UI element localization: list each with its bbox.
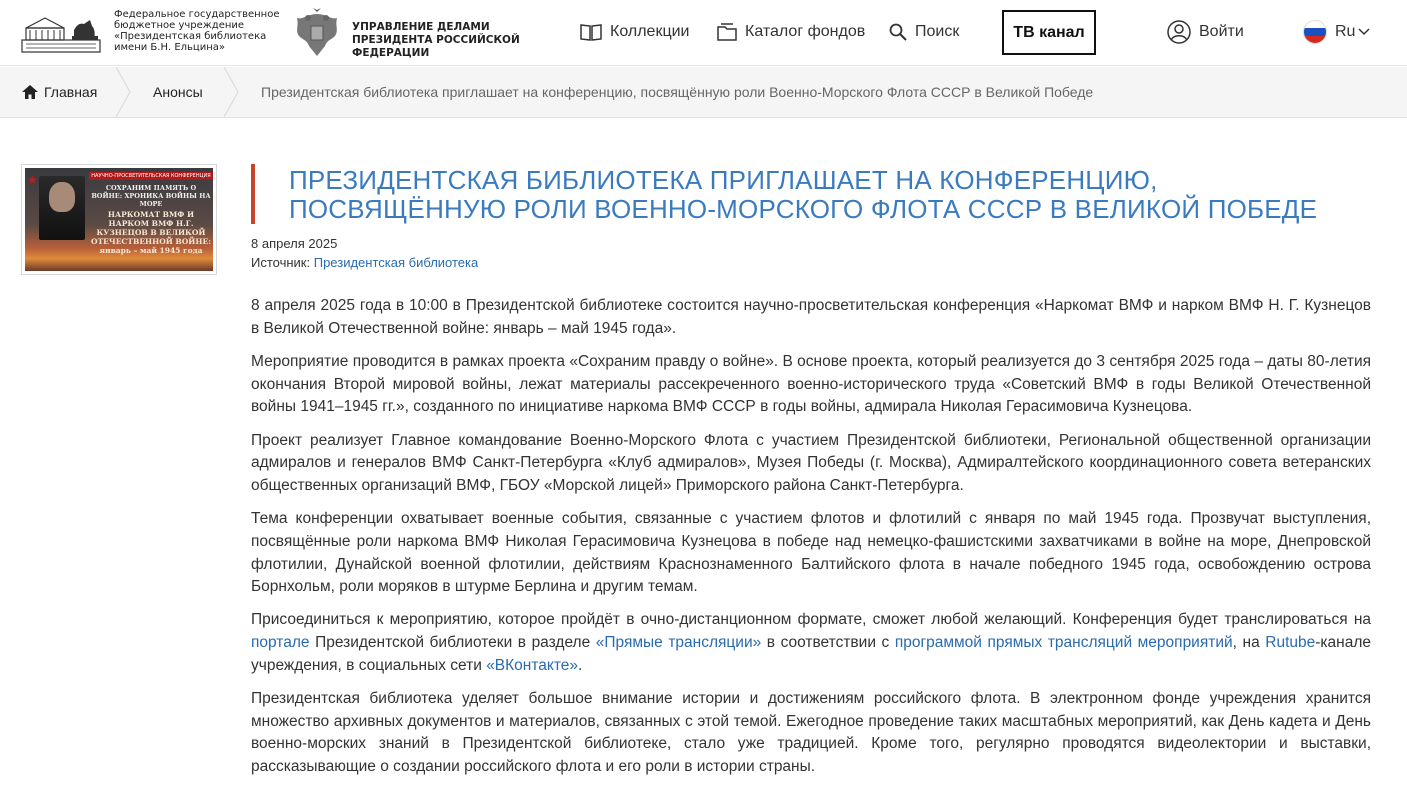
- article-paragraph: Проект реализует Главное командование Военно-Морского Флота с участием Президентской библиотеки, Региональной общественной организации адмиралов и генералов ВМФ Санкт-Петербурга «Клуб адмиралов», Музея Победы (г. Москва), Адмиралтейского координационного совета ветеранских общественных организаций ВМФ, ГБОУ «Морской лицей» Приморского района Санкт-Петербурга.: [251, 431, 1371, 494]
- language-selector[interactable]: [1303, 20, 1371, 44]
- article-paragraph: Тема конференции охватывает военные события, связанные с участием флотов и флотилий с января по май 1945 года. Прозвучат выступления, посвящённые роли наркома ВМФ Николая Герасимовича Кузнецова в победе над немецко-фашистскими захватчиками в войне на море, Днепровской флотилии, Дунайской военной флотилии, действиям Краснознаменного Балтийского флота в начале победного 1945 года, освобождению острова Борнхольм, роли моряков в штурме Берлина и другим темам.: [251, 510, 1371, 596]
- portrait-image: [39, 176, 85, 240]
- para-text: -канале учреждения, в социальных сети: [251, 634, 1371, 674]
- breadcrumb-separator: [114, 67, 134, 117]
- nav-collections[interactable]: [580, 20, 689, 44]
- thumbnail-title: СОХРАНИМ ПАМЯТЬ О ВОЙНЕ: ХРОНИКА ВОЙНЫ НА МОРЕ: [91, 184, 211, 208]
- library-logo-icon[interactable]: [20, 10, 102, 56]
- folder-icon: [717, 23, 737, 41]
- nav-collections-label: Коллекции: [610, 23, 690, 40]
- nav-catalog[interactable]: [717, 20, 865, 44]
- breadcrumb-home-label: Главная: [44, 84, 98, 100]
- russian-emblem-icon: [291, 6, 343, 60]
- thumbnail-top-label: НАУЧНО-ПРОСВЕТИТЕЛЬСКАЯ КОНФЕРЕНЦИЯ: [89, 172, 213, 180]
- portrait-face: [49, 182, 75, 212]
- article-thumbnail[interactable]: [21, 164, 217, 275]
- breadcrumb-anons[interactable]: Анонсы: [153, 84, 203, 100]
- book-icon: [580, 23, 602, 41]
- para-text: .: [578, 656, 583, 674]
- nav-search[interactable]: [889, 20, 959, 44]
- article-paragraph: Мероприятие проводится в рамках проекта «Сохраним правду о войне». В основе проекта, который реализуется до 3 сентября 2025 года – даты 80-летия окончания Второй мировой войны, лежат материалы рассекреченного военно-исторического труда «Советский ВМФ в годы Великой Отечественной войны 1941–1945 гг.», созданного по инициативе наркома ВМФ СССР в годы войны, адмирала Николая Герасимовича Кузнецова.: [251, 352, 1371, 416]
- breadcrumb-current: Президентская библиотека приглашает на конференцию, посвящённую роли Военно-Морского Флота СССР в Великой Победе: [261, 84, 1094, 100]
- source-link[interactable]: Президентская библиотека: [313, 255, 479, 270]
- home-icon: [22, 85, 38, 99]
- vkontakte-link[interactable]: «ВКонтакте»: [486, 656, 579, 674]
- article-paragraph: Президентская библиотека уделяет большое внимание истории и достижениям российского флота. В электронном фонде учреждения хранится множество архивных документов и материалов, связанных с этой темой. Ежегодное проведение таких масштабных мероприятий, как День кадета и День военно-морских знаний в Президентской библиотеке, стало уже традицией. Кроме того, регулярно проводятся видеолектории и выставки, рассказывающие о создании российского флота и его роли в истории страны.: [251, 690, 1371, 776]
- user-icon: [1167, 20, 1191, 44]
- site-header: [0, 0, 1407, 66]
- article-date: 8 апреля 2025: [251, 236, 338, 251]
- nav-login-label: Войти: [1199, 23, 1244, 40]
- para-text: Президентской библиотеки в разделе: [309, 634, 596, 652]
- russia-flag-icon: [1303, 20, 1327, 44]
- thumbnail-image: [25, 168, 213, 271]
- search-icon: [889, 23, 907, 41]
- article-title: ПРЕЗИДЕНТСКАЯ БИБЛИОТЕКА ПРИГЛАШАЕТ НА КОНФЕРЕНЦИЮ, ПОСВЯЩЁННУЮ РОЛИ ВОЕННО-МОРСКОГО ФЛОТА СССР В ВЕЛИКОЙ ПОБЕДЕ: [289, 165, 1318, 224]
- article-body: [251, 295, 1371, 789]
- thumbnail-subtitle: НАРКОМАТ ВМФ И НАРКОМ ВМФ Н.Г. КУЗНЕЦОВ В ВЕЛИКОЙ ОТЕЧЕСТВЕННОЙ ВОЙНЕ: январь – май 1945 года: [91, 210, 211, 255]
- org-name: Федеральное государственное бюджетное учреждение «Президентская библиотека имени Б.Н. Ельцина»: [114, 9, 280, 53]
- title-accent-bar: [251, 164, 255, 224]
- source-label: Источник:: [251, 255, 311, 270]
- para-text: Присоединиться к мероприятию, которое пройдёт в очно-дистанционном формате, сможет любой желающий. Конференция будет транслироваться на: [251, 611, 1371, 629]
- rutube-link[interactable]: Rutube: [1265, 634, 1316, 652]
- streams-program-link[interactable]: программой прямых трансляций мероприятий: [894, 634, 1233, 652]
- breadcrumb: [0, 67, 1407, 118]
- article-paragraph: 8 апреля 2025 года в 10:00 в Президентской библиотеке состоится научно-просветительская конференция «Наркомат ВМФ и нарком ВМФ Н. Г. Кузнецов в Великой Отечественной войне: январь – май 1945 года».: [251, 297, 1371, 337]
- article-source: [251, 255, 478, 270]
- language-label: Ru: [1335, 23, 1356, 40]
- chevron-down-icon: [1357, 27, 1371, 37]
- breadcrumb-home[interactable]: [22, 67, 97, 117]
- tv-channel-button[interactable]: ТВ канал: [1002, 10, 1096, 55]
- nav-search-label: Поиск: [915, 23, 960, 40]
- article-paragraph-links: [251, 609, 1371, 677]
- live-streams-link[interactable]: «Прямые трансляции»: [595, 634, 762, 652]
- para-text: в соответствии с: [761, 634, 895, 652]
- portal-link[interactable]: портале: [251, 634, 310, 652]
- star-icon: ★: [27, 173, 38, 187]
- breadcrumb-separator: [222, 67, 242, 117]
- nav-catalog-label: Каталог фондов: [745, 23, 866, 40]
- para-text: , на: [1232, 634, 1266, 652]
- admin-name: УПРАВЛЕНИЕ ДЕЛАМИ ПРЕЗИДЕНТА РОССИЙСКОЙ ФЕДЕРАЦИИ: [352, 21, 520, 59]
- nav-login[interactable]: [1167, 20, 1244, 44]
